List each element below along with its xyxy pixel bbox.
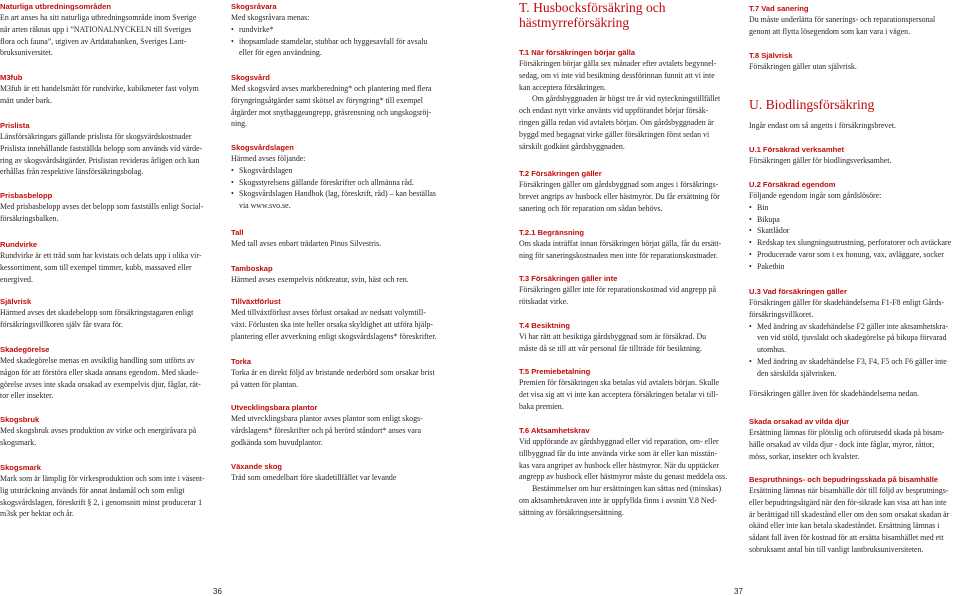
block-naturliga [0,2,214,59]
block-skogsravara [231,2,445,59]
heading: Tamboskap [231,264,273,273]
heading: Tall [231,228,244,237]
text-line: vårdslagens* föreskrifter och på berörd ståndort* anses vara [231,425,421,435]
block-skogsvardslagen [231,143,445,212]
block-utvecklingsbara [231,403,445,448]
text-line: skogsmark. [0,437,37,447]
bullet-item [749,214,959,226]
heading: Tillväxtförlust [231,297,281,306]
block-m3fub [0,73,214,107]
section-title: U. Biodlingsförsäkring [749,97,875,112]
bullet-list [231,165,445,212]
heading: Skogsvård [231,73,270,82]
text-line: ihopsamlade stamdelar, stubbar och hyggesavfall för avsalu [239,36,428,46]
heading: Bespruthnings- och bepudringsskada på bisamhälle [749,475,939,484]
text-line: Prislista innehållande fastställda belopp som används vid värde- [0,143,203,153]
page-number-left: 36 [213,587,222,596]
heading: Naturliga utbredningsområden [0,2,111,11]
text-line: den särskilda självrisken. [757,368,837,378]
heading: Rundvirke [0,240,38,249]
text-line: okänd eller inte kan betala skadeståndet. Ersättning lämnas i [749,521,940,531]
text-line: Du måste underlätta för sanerings- och reparationspersonal [749,15,936,24]
text-line: Härmed avses exempelvis nötkreatur, svin, häst och ren. [231,275,409,284]
text-line: Redskap tex slungningsutrustning, perforatorer och avtäckare [757,238,952,248]
text-line: tillbyggnad får du inte använda virke som är eller kan misstän- [519,448,718,458]
bullet-list [749,321,959,380]
heading: Prislista [0,121,30,130]
text-line: Försäkringen gäller utan självrisk. [749,62,857,71]
text-line: Försäkringen gäller för biodlingsverksamhet. [749,156,892,165]
text-line: Följande egendom ingår som gårdslösöre: [749,191,882,200]
section-title: hästmyrreförsäkring [519,15,630,30]
text-line: energived. [0,274,33,284]
text-line: Med skogsråvara menas: [231,13,310,22]
text-line: ven vid stöld, tjuvslakt och skadegörelse på bikupa förvarad [757,333,947,343]
section-vilda-djur [749,417,959,462]
section-t5 [519,367,733,412]
text-line: Träd som omedelbart före skadetillfället var levande [231,473,397,482]
block-vaxande-skog [231,462,445,484]
block-skadegorelse [0,345,214,402]
section-title: T. Husbocksförsäkring och [519,0,666,15]
heading: Skogsmark [0,463,41,472]
text-line: erhållas från respektive länsförsäkringsbolag. [0,167,144,177]
text-line: försäkringsbalken. [0,213,59,223]
bullet-item [749,237,959,249]
heading: U.2 Försäkrad egendom [749,180,836,189]
text-line: Försäkringen gäller även för skadehändelserna nedan. [749,388,920,398]
text-line: någon för att förstöra eller skada annans egendom. Med skade- [0,367,199,377]
heading: Skogsvårdslagen [231,143,294,152]
text-line: Med tall avses enbart trädarten Pinus Silvestris. [231,239,382,248]
text-line: Om skada inträffat innan försäkringen börjat gälla, får du ersätt- [519,239,722,248]
text-line: Skattlådor [757,226,790,236]
section-t6 [519,426,733,519]
text-line: byggd med begagnat virke gäller försäkringen först sedan vi [519,129,710,139]
block-sjalvrisk [0,297,214,331]
bullet-item [231,188,445,212]
text-line: Med tillväxtförlust avses förlust orsakad av nedsatt volymtill- [231,308,426,317]
heading: M3fub [0,73,23,82]
text-line: Vi har rätt att besiktiga gårdsbyggnad som är försäkrad. Du [519,332,707,341]
text-line: flora och fauna”, utgiven av Artdatabanken, Sveriges Lant- [0,36,187,46]
heading: U.3 Vad försäkringen gäller [749,287,847,296]
text-line: kan acceptera försäkringen. [519,82,606,92]
heading: Skada orsakad av vilda djur [749,417,850,426]
heading: Skogsbruk [0,415,40,424]
text-line: baka premien. [519,401,564,411]
section-title-u [749,97,959,132]
block-tamboskap [231,264,445,286]
text-line: sedag, om vi inte vid besiktning dessförinnan funnit att vi inte [519,70,715,80]
text-line: Rundvirke är ett träd som har kvistats och delats upp i olika vir- [0,251,202,260]
heading: U.1 Försäkrad verksamhet [749,145,844,154]
section-u3 [749,287,959,399]
text-line: är berättigad till skadestånd eller om den som orsakat skadan är [749,509,950,519]
section-t7 [749,4,959,38]
text-line: rundvirke* [239,24,274,34]
text-line: det visa sig att vi inte kan acceptera försäkringen betalar vi till- [519,389,719,399]
text-line: Om gårdsbyggnaden är högst tre år vid nyteckningstillfället [532,94,721,104]
text-line: En art anses ha sitt naturliga utbredningsområde inom Sverige [0,13,197,22]
text-line: Premien för försäkringen ska betalas vid avtalets början. Skulle [519,378,720,387]
bullet-item [231,165,445,177]
page-number-right: 37 [734,587,743,596]
text-line: M3fub är ett handelsmått för rundvirke, kubikmeter fast volym [0,84,199,93]
text-line: om aktsamhetskraven inte är uppfyllda finns i avsnitt Y.8 Ned- [519,495,717,505]
text-line: eller för egen användning. [239,48,322,58]
bullet-item [231,177,445,189]
section-t21 [519,228,733,262]
text-line: Försäkringen gäller för skadehändelserna F1-F8 enligt Gårds- [749,298,945,307]
text-line: Bikupa [757,214,780,224]
text-line: Mark som är lämplig för virkesproduktion och som inte i väsent- [0,474,205,483]
section-t2 [519,169,733,214]
block-skogsvard [231,73,445,130]
heading: Prisbasbelopp [0,191,53,200]
bullet-list [231,24,445,59]
text-line: sådant fall även för kostnad för att ersätta bisamhället med ett [749,533,944,543]
heading: Växande skog [231,462,283,471]
text-line: Härmed avses följande: [231,154,306,163]
bullet-item [749,225,959,237]
bullet-item [749,202,959,214]
text-line: måste då se till att vår personal får tillträde för besiktning. [519,343,702,353]
text-line: görelse avses inte skada orsakad av exempelvis djur, fåglar, rät- [0,379,201,389]
heading: T.4 Besiktning [519,321,571,330]
text-line: Försäkringen börjar gälla sex månader efter avtalets begynnel- [519,59,717,68]
block-torka [231,357,445,391]
section-t1 [519,48,733,152]
text-line: godkända som huvudplantor. [231,437,323,447]
text-line: eller bepudringsåtgärd när den för-sikrade kan visa att han inte [749,497,947,507]
text-line: växt. Förlusten ska inte heller orsaka skyldighet att utföra hjälp- [231,319,434,329]
section-t4 [519,321,733,355]
text-line: bruksuniversitet. [0,48,53,58]
text-line: Med skogsvård avses markberedning* och plantering med flera [231,84,432,93]
bullet-list [749,202,959,273]
section-u2 [749,180,959,273]
heading: T.1 När försäkringen börjar gälla [519,48,636,57]
text-line: Med utvecklingsbara plantor avses plantor som enligt skogs- [231,414,423,423]
text-line: ning för saneringskostnaden men inte för reparationskostnader. [519,250,718,260]
text-line: Bin [757,202,769,212]
block-tillvaxtforlust [231,297,445,342]
text-line: Länsförsäkringars gällande prislista för skogsvärdskostnader [0,132,192,141]
text-line: via www.svo.se. [239,201,291,211]
text-line: åtgärder mot snytbaggeangrepp, gräsrensning och ungskogsröj- [231,107,432,117]
block-skogsbruk [0,415,214,449]
block-tall [231,228,445,250]
text-line: Skogsvårdslagen [239,165,293,175]
heading: Torka [231,357,252,366]
bullet-item [231,36,445,60]
text-line: Paketbin [757,261,785,271]
heading: T.3 Försäkringen gäller inte [519,274,618,283]
text-line: Med prisbasbelopp avses det belopp som fastställs enligt Social- [0,202,204,211]
block-prisbasbelopp [0,191,214,225]
text-line: rötskadat virke. [519,296,569,306]
heading: Skadegörelse [0,345,50,354]
text-line: försäkringsvillkoret. [749,309,814,319]
bullet-item [749,321,959,356]
text-line: Härmed avses det skadebelopp som försäkringstagaren enligt [0,308,194,317]
text-line: Bestämmelser om hur ersättningen kan sättas ned (minskas) [532,484,722,494]
section-title-t [519,0,733,30]
heading: T.2 Försäkringen gäller [519,169,602,178]
text-line: Torka är en direkt följd av bristande nederbörd som orsakar brist [231,368,435,377]
bullet-item [749,356,959,380]
heading: T.6 Aktsamhetskrav [519,426,590,435]
text-line: utomhus. [757,345,787,355]
text-line: lig utsträckning används för annat ändamål och som enligt [0,485,185,495]
section-besprutning [749,475,959,556]
text-line: Med skadegörelse menas en avsiktlig handling som utförts av [0,356,195,365]
text-line: angrepp av husbock eller hästmyror måste du genast meddela oss. [519,472,728,482]
heading: T.7 Vad sanering [749,4,809,13]
section-t3 [519,274,733,308]
text-line: föryngringsåtgärder samt skötsel av föryngring* till exempel [231,95,423,105]
text-line: brevet angrips av husbock eller hästmyror. Du får ersättning för [519,191,720,201]
text-line: och endast nytt virke använts vid uppförandet börjar försäk- [519,106,709,116]
block-rundvirke [0,240,214,285]
text-line: ring av skogsvårdsåtgärder. Prislistan revideras årligen och kan [0,155,200,165]
text-line: sanering och för reparation om sådan behövs. [519,203,663,213]
section-u1 [749,145,959,167]
block-skogsmark [0,463,214,520]
text-line: tor eller insekter. [0,391,54,401]
text-line: m3sk per hektar och år. [0,509,74,519]
heading: T.5 Premiebetalning [519,367,591,376]
text-line: Med ändring av skadehändelse F3, F4, F5 och F6 gäller inte [757,356,947,366]
text-line: Med ändring av skadehändelse F2 gäller inte aktsamhetskra- [757,321,949,331]
bullet-item [749,249,959,261]
text-line: skogsvårdslagen, föreskrift § 2, i genomsnitt minst producerar 1 [0,497,203,507]
text-line: särskilt godkänt gårdsbyggnaden. [519,141,625,151]
text-line: ringen gälla redan vid avtalets början. Om gårdsbyggnaden är [519,117,714,127]
bullet-item [231,24,445,36]
text-line: hälle orsakad av vilda djur - dock inte fåglar, myror, råttor, [749,439,935,449]
block-prislista [0,121,214,178]
text-line: Med skogsbruk avses produktion av virke och energiråvara på [0,426,197,435]
text-line: sättning av försäkringsersättning. [519,507,624,517]
text-line: Ingår endast om så angetts i försäkringsbrevet. [749,121,897,130]
text-line: genom att flytta lösegendom som kan vara i vägen. [749,26,911,36]
text-line: Producerade varor som t ex honung, vax, avläggare, socker [757,249,944,259]
heading: T.8 Självrisk [749,51,793,60]
text-line: plantering eller avverkning enligt skogsvårdslagens* föreskrifter. [231,331,437,341]
text-line: Ersättning lämnas för plötslig och oförutsedd skada på bisam- [749,428,945,437]
heading: T.2.1 Begränsning [519,228,584,237]
text-line: mätt under bark. [0,95,52,105]
text-line: ning. [231,119,248,129]
text-line: Försäkringen gäller om gårdsbyggnad som anges i försäkrings- [519,180,719,189]
text-line: Skogsvårdslagen Handbok (lag, föreskrift, råd) – kan beställas [239,189,436,199]
text-line: kas vara angripet av husbock eller hästmyror. När du upptäcker [519,460,719,470]
section-t8 [749,51,959,73]
text-line: Skogsstyrelsens gällande föreskrifter och allmänna råd. [239,177,414,187]
text-line: möss, sorkar, insekter och kvalster. [749,451,860,461]
text-line: när arten räknas upp i ”NATIONALNYCKELN till Sveriges [0,24,192,34]
bullet-item [749,261,959,273]
heading: Självrisk [0,297,32,306]
text-line: försäkringsvillkoren själv får svara för. [0,319,123,329]
heading: Skogsråvara [231,2,277,11]
heading: Utvecklingsbara plantor [231,403,318,412]
text-line: kessortiment, som till exempel timmer, kubb, massaved eller [0,262,192,272]
text-line: Försäkringen gäller inte för reparationskostnad vid angrepp på [519,285,716,294]
text-line: Ersättning lämnas när bisamhälle dör till följd av besprutnings- [749,486,949,495]
text-line: sobruksamt antal bin till vanligt lantbruksuniversiteten. [749,544,924,554]
text-line: Vid uppförande av gårdsbyggnad eller vid reparation, om- eller [519,437,719,446]
text-line: på vatten för plantan. [231,379,299,389]
